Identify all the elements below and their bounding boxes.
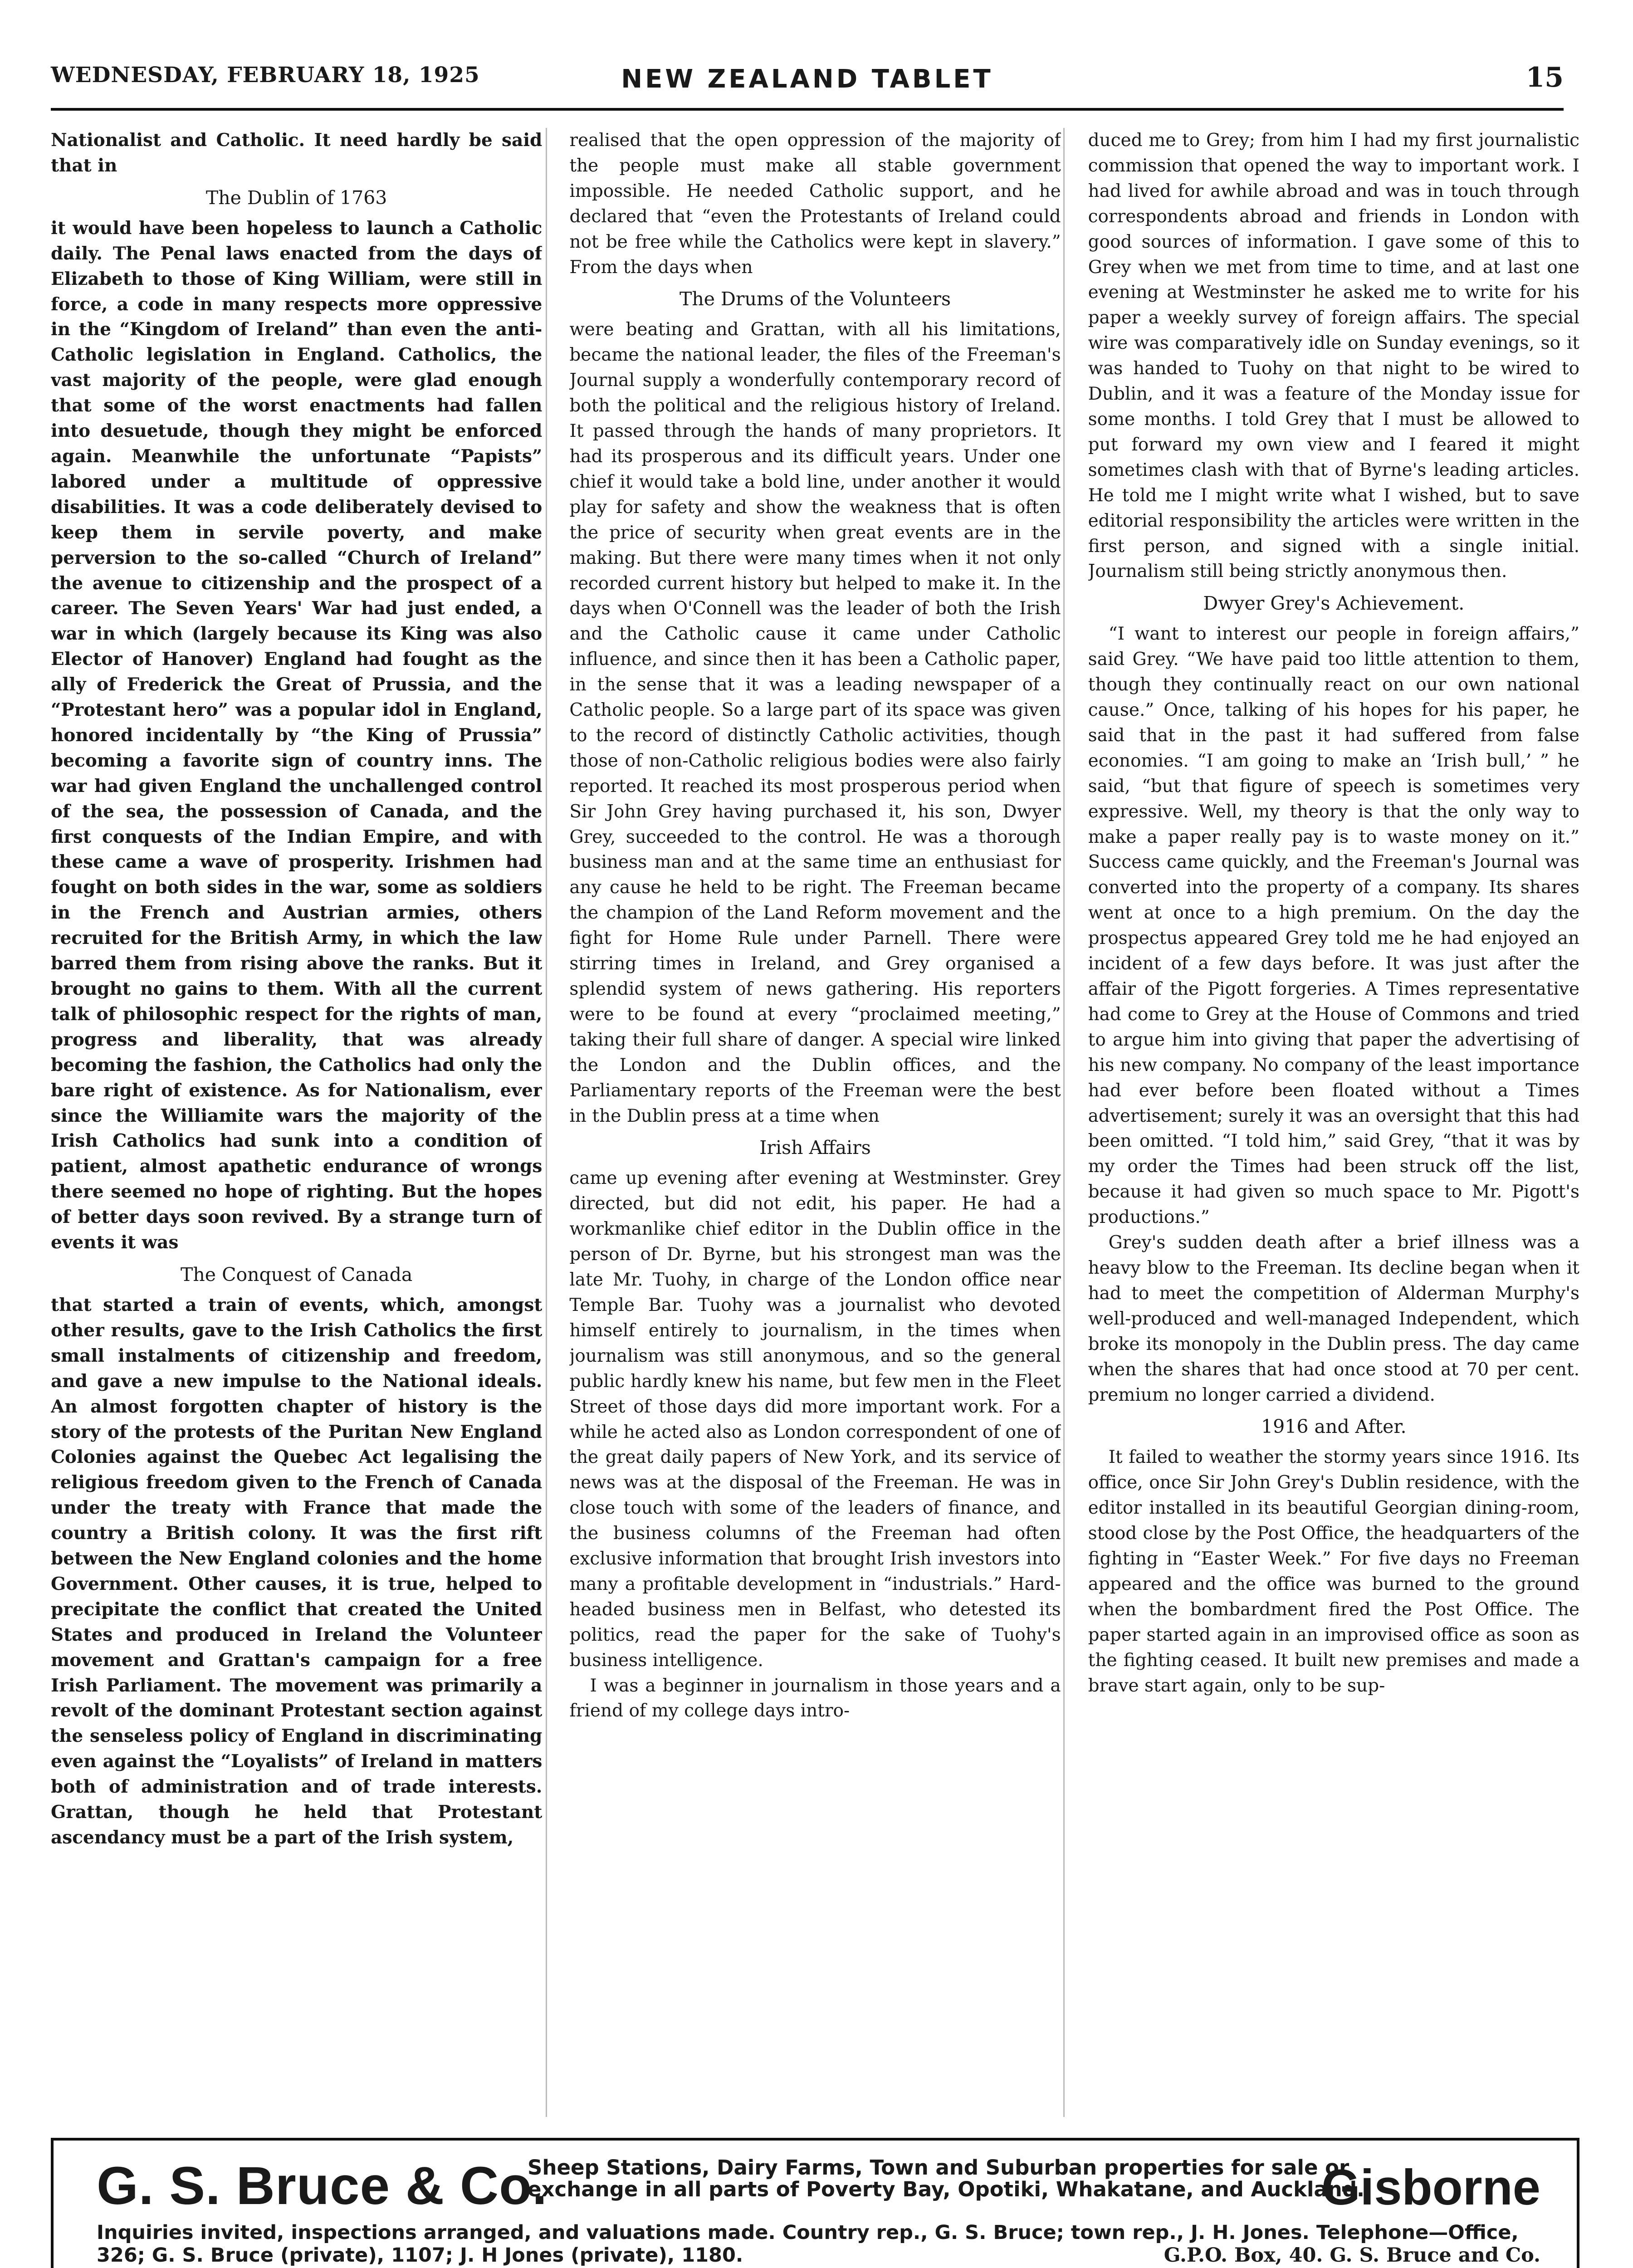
subheading: The Dublin of 1763 [205,186,387,209]
paragraph: “I want to interest our people in foreign affairs,” said Grey. “We have paid too little attention to them, though they continually react on our own national cause.” Once, talking of his hopes for his paper, he said that in the past it had suffered from false economies. “I am going to make an ‘Irish bull,’ ” he said, “but that figure of speech is sometimes very expressive. Well, my theory is that the only way to make a paper really pay is to waste money on it.” Success came quickly, and the Freeman's Journal was converted into the property of a company. Its shares went at once to a high premium. On the day the prospectus appeared Grey told me he had enjoyed an incident of a few days before. It was just after the affair of the Pigott forgeries. A Times representative had come to Grey at the House of Commons and tried to argue him into giving that paper the advertising of his new company. No company of the least importance had ever before been floated without a Times advertisement; surely it was an oversight that this had been omitted. “I told him,” said Grey, “that it was by my order the Times had been struck off the list, because it had given so much space to Mr. Pigott's productions.” [1088,624,1579,1228]
subheading: Irish Affairs [759,1137,871,1159]
subheading: 1916 and After. [1261,1416,1407,1438]
page-header [51,58,1564,111]
advert-description: Sheep Stations, Dairy Farms, Town and Suburban properties for sale or exchange in all parts of Poverty Bay, Opotiki, Whakatane, and Auckland. [528,2156,1365,2201]
subheading: The Conquest of Canada [181,1263,413,1286]
paragraph: came up evening after evening at Westminster. Grey directed, but did not edit, his paper. He had a workmanlike chief editor in the Dublin office in the person of Dr. Byrne, but his strongest man was the late Mr. Tuohy, in charge of the London office near Temple Bar. Tuohy was a journalist who devoted himself entirely to journalism, in the times when journalism was still anonymous, and so the general public hardly knew his name, but few men in the Fleet Street of those days did more important work. For a while he acted also as London correspondent of one of the great daily papers of New York, and its service of news was at the disposal of the Freeman. He was in close touch with some of the leaders of finance, and the business columns of the Freeman had often exclusive information that brought Irish investors into many a profitable development in “industrials.” Hard-headed business men in Belfast, who detested its politics, read the paper for the sake of Tuohy's business intelligence. [569,1168,1061,1671]
subheading: Dwyer Grey's Achievement. [1203,592,1465,615]
advert-address: G.P.O. Box, 40. G. S. Bruce and Co. [1164,2244,1540,2267]
paragraph: duced me to Grey; from him I had my first journalistic commission that opened the way to important work. I had lived for awhile abroad and was in touch through correspondents abroad and friends in London with good sources of information. I gave some of this to Grey when we met from time to time, and at last one evening at Westminster he asked me to write for his paper a weekly survey of foreign affairs. The special wire was comparatively idle on Sunday evenings, so it was handed to Tuohy on that night to be wired to Dublin, and it was a feature of the Monday issue for some months. I told Grey that I must be allowed to put forward my own view and I feared it might sometimes clash with that of Byrne's leading articles. He told me I might write what I wished, but to save editorial responsibility the articles were written in the first person, and signed with a single initial. Journalism still being strictly anonymous then. [1088,130,1579,582]
paragraph: Nationalist and Catholic. It need hardly be said that in [51,130,543,176]
column-2 [569,128,1061,2117]
subheading: The Drums of the Volunteers [679,288,951,310]
paragraph: realised that the open oppression of the majority of the people must make all stable government impossible. He needed Catholic support, and he declared that “even the Protestants of Ireland could not be free while the Catholics were kept in slavery.” From the days when [569,130,1061,278]
advert-town: Gisborne [1321,2160,1540,2215]
column-3 [1088,128,1579,2117]
publication-title: NEW ZEALAND TABLET [621,64,993,94]
issue-date: WEDNESDAY, FEBRUARY 18, 1925 [51,63,480,88]
paragraph: were beating and Grattan, with all his limitations, became the national leader, the files of the Freeman's Journal supply a wonderfully contemporary record of both the political and the religious history of Ireland. It passed through the hands of many proprietors. It had its prosperous and its difficult years. Under one chief it would take a bold line, under another it would play for safety and show the weakness that is often the price of security when great events are in the making. But there were many times when it not only recorded current history but helped to make it. In the days when O'Connell was the leader of both the Irish and the Catholic cause it came under Catholic influence, and since then it has been a Catholic paper, in the sense that it was a leading newspaper of a Catholic people. So a large part of its space was given to the record of distinctly Catholic activities, though those of non-Catholic religious bodies were also fairly reported. It reached its most prosperous period when Sir John Grey having purchased it, his son, Dwyer Grey, succeeded to the control. He was a thorough business man and at the same time an enthusiast for any cause he held to be right. The Freeman became the champion of the Land Reform movement and the fight for Home Rule under Parnell. There were stirring times in Ireland, and Grey organised a splendid system of news gathering. His reporters were to be found at every “proclaimed meeting,” taking their full share of danger. A special wire linked the London and the Dublin offices, and the Parliamentary reports of the Freeman were the best in the Dublin press at a time when [569,319,1061,1126]
advert-contact: Inquiries invited, inspections arranged, and valuations made. Country rep., G. S. Bruce; town rep., J. H. Jones. Telephone—Office, 326; G. S. Bruce (private), 1107; J. H Jones (private), 1180. [97,2221,1519,2267]
paragraph: that started a train of events, which, amongst other results, gave to the Irish Catholics the first small instalments of citizenship and freedom, and gave a new impulse to the National ideals. An almost forgotten chapter of history is the story of the protests of the Puritan New England Colonies against the Quebec Act legalising the religious freedom given to the French of Canada under the treaty with France that made the country a British colony. It was the first rift between the New England colonies and the home Government. Other causes, it is true, helped to precipitate the conflict that created the United States and produced in Ireland the Volunteer movement and Grattan's campaign for a free Irish Parliament. The movement was primarily a revolt of the dominant Protestant section against the senseless policy of England in discriminating even against the “Loyalists” of Ireland in matters both of administration and of trade interests. Grattan, though he held that Protestant ascendancy must be a part of the Irish system, [51,1294,543,1848]
advertiser-name: G. S. Bruce & Co. [97,2156,548,2216]
paragraph: It failed to weather the stormy years since 1916. Its office, once Sir John Grey's Dublin residence, with the editor installed in its beautiful Georgian dining-room, stood close by the Post Office, the headquarters of the fighting in “Easter Week.” For five days no Freeman appeared and the office was burned to the ground when the bombardment fired the Post Office. The paper started again in an improvised office as soon as the fighting ceased. It built new premises and made a brave start again, only to be sup- [1088,1447,1579,1696]
paragraph: it would have been hopeless to launch a Catholic daily. The Penal laws enacted from the days of Elizabeth to those of King William, were still in force, a code in many respects more oppressive in the “Kingdom of Ireland” than even the anti-Catholic legislation in England. Catholics, the vast majority of the people, were glad enough that some of the worst enactments had fallen into desuetude, though they might be enforced again. Meanwhile the unfortunate “Papists” labored under a multitude of oppressive disabilities. It was a code deliberately devised to keep them in servile poverty, and make perversion to the so-called “Church of Ireland” the avenue to citizenship and the prospect of a career. The Seven Years' War had just ended, a war in which (largely because its King was also Elector of Hanover) England had fought as the ally of Frederick the Great of Prussia, and the “Protestant hero” was a popular idol in England, honored incidentally by “the King of Prussia” becoming a favorite sign of country inns. The war had given England the unchallenged control of the sea, the possession of Canada, and the first conquests of the Indian Empire, and with these came a wave of prosperity. Irishmen had fought on both sides in the war, some as soldiers in the French and Austrian armies, others recruited for the British Army, in which the law barred them from rising above the ranks. But it brought no gains to them. With all the current talk of philosophic respect for the rights of man, progress and liberality, that was already becoming the fashion, the Catholics had only the bare right of existence. As for Nationalism, ever since the Williamite wars the majority of the Irish Catholics had sunk into a condition of patient, almost apathetic endurance of wrongs there seemed no hope of righting. But the hopes of better days soon revived. By a strange turn of events it was [51,217,543,1253]
advertisement [51,2138,1579,2268]
paragraph: I was a beginner in journalism in those years and a friend of my college days intro- [569,1675,1061,1721]
page-number: 15 [1525,62,1564,93]
paragraph: Grey's sudden death after a brief illness was a heavy blow to the Freeman. Its decline began when it had to meet the competition of Alderman Murphy's well-produced and well-managed Independent, which broke its monopoly in the Dublin press. The day came when the shares that had once stood at 70 per cent. premium no longer carried a dividend. [1088,1232,1579,1405]
article-body [51,128,1579,2117]
column-1 [51,128,542,2117]
